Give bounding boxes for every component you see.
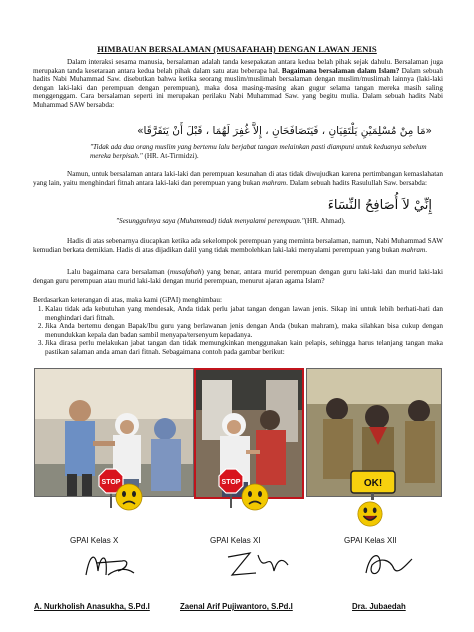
signature-role-xi: GPAI Kelas XI [210, 536, 261, 545]
hadith-translation-2 [116, 217, 436, 226]
paragraph-explanation [33, 237, 443, 254]
hadith-1-text: "Tidak ada dua orang muslim yang bertemu lalu berjabat tangan melainkan pasti diampuni untuk keduanya sebelum mereka berpisah." [90, 143, 427, 160]
photo-handshake-illustration [196, 370, 302, 497]
p4-text: Lalu bagaimana cara bersalaman ( [67, 268, 170, 276]
stop-label: STOP [101, 479, 121, 486]
paragraph-intro [33, 58, 443, 110]
signature-name-xii: Dra. Jubaedah [352, 602, 406, 611]
signature-role-x: GPAI Kelas X [70, 536, 119, 545]
hadith-2-source: (HR. Ahmad). [304, 217, 346, 225]
hadith-2-text: "Sesungguhnya saya (Muhammad) tidak menyalami perempuan." [116, 217, 305, 225]
p4-rest: ) yang benar, antara murid perempuan dengan guru laki-laki dan murid laki-laki dengan guru perempuan atau murid laki-laki dengan murid perempuan, menurut ajaran agama Islam? [33, 268, 443, 285]
paragraph-mahram [33, 170, 443, 187]
p3-mahram: mahram [401, 245, 426, 254]
sad-face-icon [114, 482, 144, 512]
hadith-translation-1 [90, 143, 440, 160]
appeal-list [33, 305, 443, 357]
appeal-item: 2. Jika Anda bertemu dengan Bapak/Ibu guru yang berlawanan jenis dengan Anda (bukan mahram), maka silahkan bisa cukup dengan menundukkan kepala dan badan sambil menyapa/tersenyum kepadanya. [45, 322, 443, 339]
signature-role-xii: GPAI Kelas XII [344, 536, 397, 545]
intro-text: Dalam interaksi sesama manusia, bersalaman adalah tanda kesepakatan antara kedua belah pihak sejak dahulu. Bersalaman juga merupakan tanda kesetaraan antara kedua belah pihak dalam satu atau beberapa hal. [33, 58, 443, 75]
paragraph-appeal: Berdasarkan keterangan di atas, maka kami (GPAI) menghimbau: [33, 296, 222, 304]
appeal-list-container [33, 305, 443, 357]
appeal-item: 3. Jika dirasa perlu melakukan jabat tangan dan tidak memungkinkan menggunakan kain pelapis, sehingga harus telanjang tangan maka pastikan salaman anda aman dari fitnah. Sebagaimana contoh pada gambar berikut: [45, 339, 443, 356]
appeal-item: 1. Kalau tidak ada kebutuhan yang mendesak, Anda tidak perlu jabat tangan dengan lawan jenis. Sikap ini untuk lebih berhati-hati dan menghindari dari fitnah. [45, 305, 443, 322]
p2-mahram: mahram [262, 178, 287, 187]
signature-name-xi: Zaenal Arif Pujiwantoro, S.Pd.I [180, 602, 293, 611]
p2-rest: . Dalam sebuah hadits Rasulullah Saw. bersabda: [286, 178, 427, 187]
p3-text: Hadis di atas sebenarnya diucapkan ketika ada sekelompok perempuan yang meminta bersalaman, namun, Nabi Muhammad SAW kemudian berkata demikian. Hadis di atas dijadikan dalil yang tidak membolehkan laki-laki menyalami perempuan yang bukan [33, 237, 443, 254]
hadith-1-source: (HR. At-Tirmidzi). [142, 151, 199, 160]
ok-sign-icon [350, 470, 396, 500]
arabic-hadith-2: إِنِّيْ لاَ أُصَافِحُ النِّسَاءَ [327, 198, 432, 213]
signature-name-x: A. Nurkholish Anasukha, S.Pd.I [34, 602, 150, 611]
intro-question: Bagaimana bersalaman dalam Islam? [281, 66, 400, 75]
sad-face-icon [240, 482, 270, 512]
signature-scribble-2 [222, 545, 292, 583]
arabic-hadith-1: «مَا مِنْ مُسْلِمَيْنِ يَلْتَقِيَانِ ، فَيَتَصَافَحَانِ ، إِلاَّ غُفِرَ لَهُمَا ، قَبْلَ أَنْ يَتَفَرَّقَا» [137, 125, 432, 137]
p3-rest: . [425, 245, 428, 254]
photo-handshake-example-2 [194, 368, 304, 499]
happy-face-icon [356, 500, 384, 528]
p2-text: Namun, untuk bersalaman antara laki-laki dan perempuan kesunahan di atas tidak diwujudkan karena pertimbangan kemaslahatan yang lain, yaitu menghindari fitnah antara laki-laki dan perempuan yang bukan [33, 170, 443, 187]
paragraph-question [33, 268, 443, 285]
document-title: HIMBAUAN BERSALAMAN (MUSAFAHAH) DENGAN LAWAN JENIS [97, 44, 377, 54]
signature-scribble-1 [78, 545, 138, 583]
ok-label: OK! [363, 478, 383, 489]
stop-label: STOP [221, 479, 241, 486]
intro-rest: Dalam sebuah hadits Nabi Muhammad Saw. disebutkan bahwa ketika seorang muslim/muslimah bersalaman dengan muslim/muslimah lainnya (laki-laki dengan laki-laki dan perempuan dengan perempuan), maka dosa masing-masing akan gugur selama tangan mereka masih saling menggenggam. Cara bersalaman seperti ini merupakan perilaku Nabi Muhammad Saw. yang begitu mulia. Dalam sebuah hadits Nabi Muhammad SAW bersabda: [33, 66, 443, 109]
signature-scribble-3 [356, 545, 416, 583]
p4-musafahah: musafahah [169, 268, 202, 276]
